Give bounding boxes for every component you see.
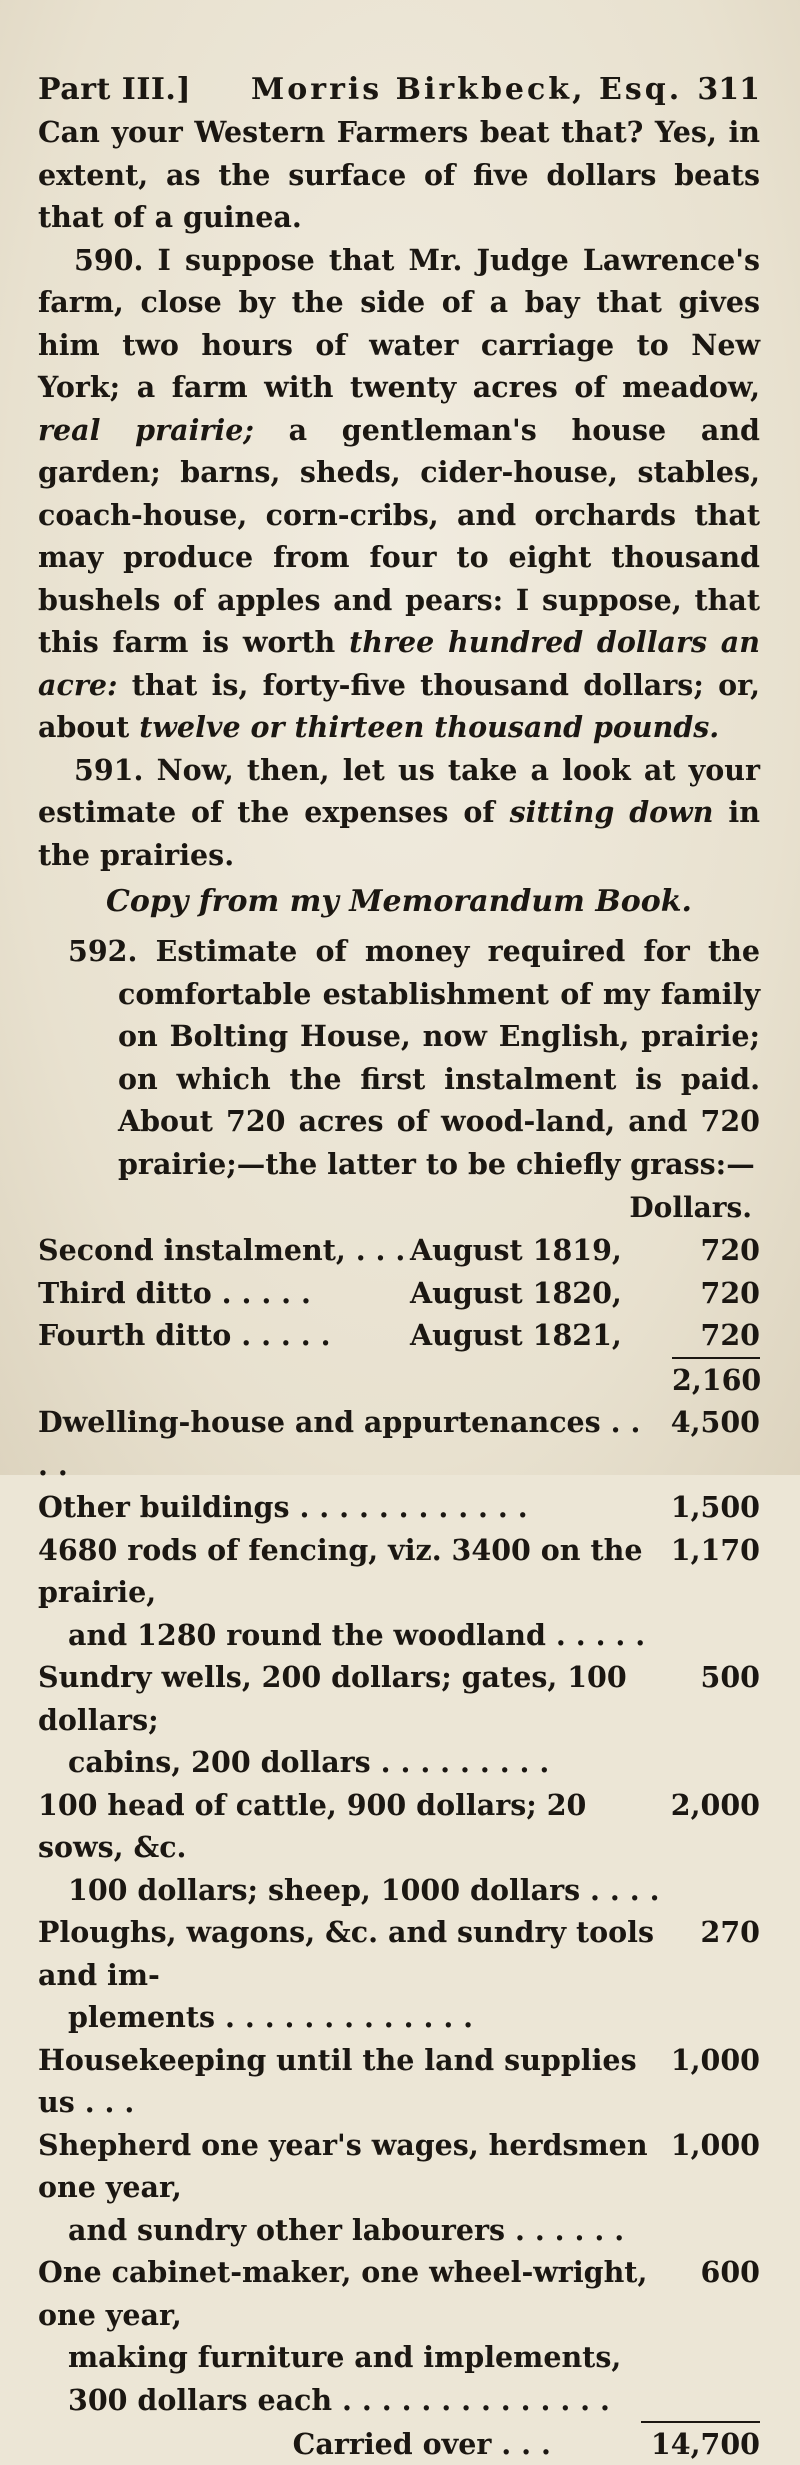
expense-label-continuation: plements . . . . . . . . . . . . . — [68, 2000, 474, 2034]
expense-label: 4680 rods of fencing, viz. 3400 on the prairie, — [38, 1532, 643, 1609]
instalment-label: Fourth ditto . . . . . — [38, 1318, 331, 1352]
expense-amount: 2,000 — [670, 1787, 760, 1822]
expense-row — [38, 1784, 760, 1912]
expense-row — [38, 2039, 760, 2124]
expense-amount: 4,500 — [670, 1405, 760, 1439]
paragraph-number: 592. — [68, 934, 138, 968]
expense-amount: 600 — [700, 2255, 760, 2289]
paragraph-591 — [38, 749, 760, 877]
expense-label-continuation: making furniture and implements, 300 dollars each . . . . . . . . . . . . . . — [68, 2340, 622, 2417]
expense-row — [38, 1529, 760, 1657]
expense-label: Dwelling-house and appurtenances . . . . — [38, 1405, 641, 1482]
expense-label-continuation: and sundry other labourers . . . . . . — [68, 2212, 625, 2247]
intro-paragraph: Can your Western Farmers beat that? Yes, in extent, as the surface of five dollars beats that of a guinea. — [38, 115, 760, 234]
instalment-table — [38, 1229, 760, 1401]
memo-heading: Copy from my Memorandum Book. — [106, 884, 692, 919]
paragraph-590 — [38, 239, 760, 749]
expense-label-continuation: cabins, 200 dollars . . . . . . . . . — [68, 1745, 550, 1779]
paragraph-text: in the prairies. — [38, 795, 760, 872]
instalment-amount: 720 — [700, 1275, 760, 1310]
running-header — [38, 72, 760, 107]
expense-label-continuation: and 1280 round the woodland . . . . . — [68, 1617, 646, 1652]
expense-label: Shepherd one year's wages, herdsmen one year, — [38, 2127, 648, 2204]
paragraph-text: Estimate of money required for the comfortable establishment of my family on Bolting House, now English, prairie; on which the first instalment is paid. About 720 acres of wood-land, and 720 prairie;—the latter to be chiefly grass:— — [118, 934, 760, 1181]
expense-label: Housekeeping until the land supplies us . . . — [38, 2042, 637, 2119]
carried-over-label: Carried over . . . — [292, 2427, 551, 2461]
expense-amount: 1,170 — [670, 1532, 760, 1567]
expense-row — [38, 1401, 760, 1486]
expense-label: Ploughs, wagons, &c. and sundry tools and im- — [38, 1915, 655, 1992]
paragraph-italic: sitting down — [509, 795, 714, 829]
paragraph-number: 590. — [74, 242, 144, 277]
instalment-row — [38, 1314, 760, 1357]
paragraph-italic: three hundred dollars an acre: — [38, 625, 760, 702]
instalment-amount: 720 — [700, 1233, 760, 1267]
instalment-date: August 1821, — [410, 1318, 622, 1352]
expense-label: 100 head of cattle, 900 dollars; 20 sows, &c. — [38, 1787, 587, 1864]
paragraph-text: I suppose that Mr. Judge Lawrence's farm, close by the side of a bay that gives him two hours of water carriage to New York; a farm with twenty acres of meadow, — [38, 242, 760, 404]
paragraph-italic: real prairie; — [38, 412, 254, 447]
running-head-title: Morris Birkbeck, Esq. — [251, 72, 683, 107]
expense-amount: 270 — [700, 1915, 760, 1949]
page-number: 311 — [697, 72, 760, 107]
instalment-row — [38, 1272, 760, 1315]
expense-amount: 1,000 — [670, 2042, 760, 2077]
carried-over-row — [38, 2421, 760, 2465]
paragraph-text: that is, forty-five thousand dollars; or, about — [38, 667, 760, 744]
instalment-date: August 1819, — [410, 1233, 622, 1267]
expense-table — [38, 1401, 760, 2421]
expense-label: Other buildings . . . . . . . . . . . . — [38, 1490, 528, 1524]
expense-row — [38, 2124, 760, 2252]
expense-amount: 500 — [700, 1660, 760, 1694]
paragraph-number: 591. — [74, 752, 144, 787]
expense-row — [38, 2251, 760, 2421]
expense-amount: 1,000 — [670, 2127, 760, 2162]
expense-row — [38, 1911, 760, 2039]
instalment-date: August 1820, — [410, 1275, 622, 1310]
expense-row — [38, 1656, 760, 1784]
paragraph-text: a gentleman's house and garden; barns, sheds, cider-house, stables, coach-house, corn-cribs, and orchards that may produce from four to eight thousand bushels of apples and pears: I suppose, that this farm is worth — [38, 412, 760, 659]
expense-row — [38, 1486, 760, 1529]
expense-label-continuation: 100 dollars; sheep, 1000 dollars . . . . — [68, 1872, 660, 1907]
paragraph-text: Now, then, let us take a look at your estimate of the expenses of — [38, 752, 760, 829]
expense-label: Sundry wells, 200 dollars; gates, 100 dollars; — [38, 1660, 627, 1737]
paragraph-italic: twelve or thirteen thousand pounds. — [139, 710, 720, 744]
instalment-row — [38, 1229, 760, 1272]
instalment-sum: 2,160 — [672, 1357, 760, 1402]
paragraph-592 — [38, 930, 760, 1185]
instalment-sum-row — [38, 1357, 760, 1402]
expense-label: One cabinet-maker, one wheel-wright, one year, — [38, 2255, 648, 2332]
instalment-label: Third ditto . . . . . — [38, 1275, 311, 1310]
carried-over-total: 14,700 — [641, 2421, 760, 2465]
instalment-amount: 720 — [700, 1318, 760, 1352]
instalment-label: Second instalment, . . . — [38, 1233, 406, 1267]
part-label: Part III.] — [38, 72, 192, 107]
expense-amount: 1,500 — [670, 1490, 760, 1524]
dollars-column-heading: Dollars. — [629, 1191, 752, 1224]
